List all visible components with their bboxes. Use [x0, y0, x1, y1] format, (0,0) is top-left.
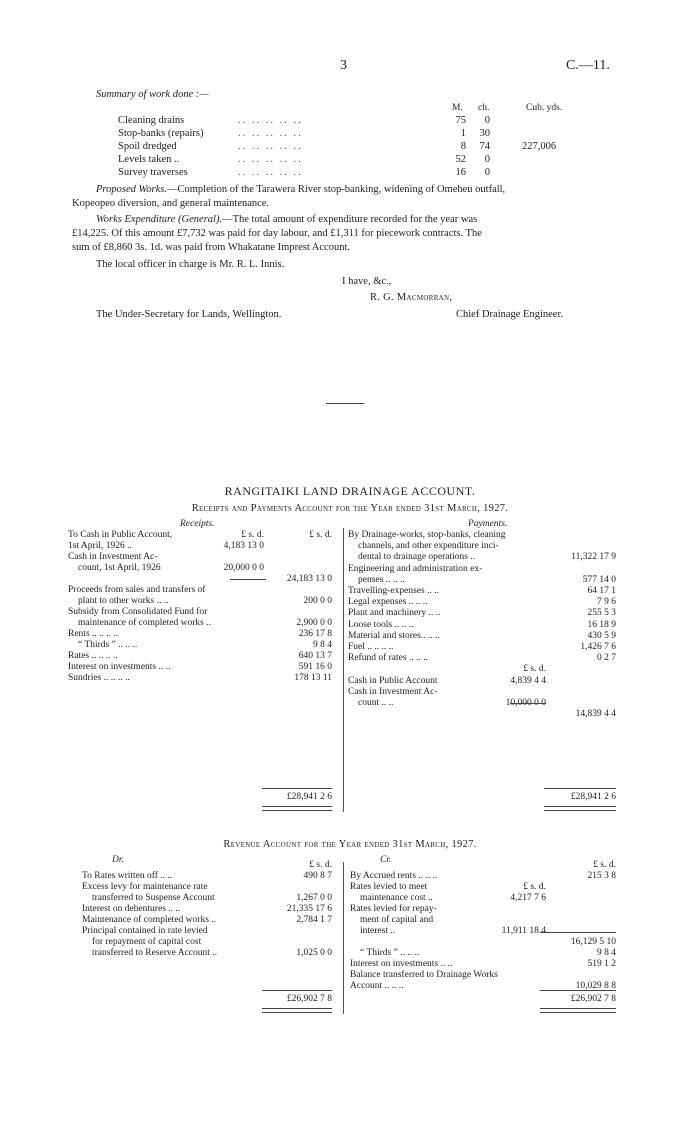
revenue-credit-line-text: Account .. .. .. — [350, 981, 404, 991]
revenue-debit-line-text: Excess levy for maintenance rate — [82, 882, 208, 892]
payments-line-text: Refund of rates .. .. .. — [348, 653, 428, 664]
rule-payments-total-bottom — [544, 806, 616, 811]
revenue-credit-line-amount: 9 8 4 — [597, 948, 616, 958]
summary-row-miles: 52 — [455, 154, 466, 165]
payments-line-text: Travelling-expenses .. .. — [348, 586, 439, 596]
receipts-line-subamount: 4,183 13 0 — [223, 541, 264, 551]
summary-row-label: Survey traverses — [118, 167, 188, 178]
section-divider — [326, 403, 364, 404]
revenue-credit-line-subamount: 11,911 18 4 — [501, 926, 546, 936]
summary-row-miles: 8 — [460, 141, 466, 152]
payments-line-text: Cash in Public Account — [348, 675, 438, 686]
receipts-line-text: To Cash in Public Account, — [68, 530, 173, 540]
revenue-credit-line-text: By Accrued rents .. .. .. — [350, 871, 438, 881]
revenue-debit-line-text: for repayment of capital cost — [92, 937, 202, 947]
rule-revenue-right-total-bottom — [540, 1008, 616, 1013]
revenue-debit-line-text: To Rates written off .. .. — [82, 871, 173, 881]
receipts-line-amount: 24,183 13 0 — [286, 574, 332, 584]
summary-row-chains: 0 — [484, 167, 490, 178]
revenue-debit-line-amount: 21,335 17 6 — [286, 904, 332, 914]
account-title: RANGITAIKI LAND DRAINAGE ACCOUNT. — [224, 484, 476, 498]
revenue-left-total: £26,902 7 8 — [286, 994, 332, 1004]
para-expenditure — [96, 214, 477, 225]
receipts-line-text: Rates .. .. .. .. — [68, 651, 118, 661]
summary-row-leader: .. .. .. .. .. — [238, 167, 303, 178]
revenue-right-total: £26,902 7 8 — [570, 994, 616, 1004]
revenue-debit-line-amount: 1,267 0 0 — [296, 893, 332, 903]
para-expenditure-line2: £14,225. Of this amount £7,732 was paid for day labour, and £1,311 for piecework contracts. The — [72, 228, 482, 239]
payments-line-text: Legal expenses .. .. .. — [348, 597, 428, 608]
revenue-debit-line-text: transferred to Reserve Account .. — [92, 948, 218, 958]
summary-row-label: Cleaning drains — [118, 115, 185, 126]
receipts-line-amount: 591 16 0 — [298, 662, 332, 672]
receipts-line-text: count, 1st April, 1926 — [78, 563, 161, 573]
rule-payments-cash — [510, 703, 546, 704]
col-m: M. — [452, 103, 463, 113]
revenue-debit-line-text: Maintenance of completed works .. — [82, 915, 217, 925]
revenue-dr: Dr. — [112, 855, 124, 865]
receipts-line-amount: 178 13 11 — [294, 673, 332, 683]
receipts-line-text: Proceeds from sales and transfers of — [68, 585, 206, 595]
revenue-debit-line-text: Principal contained in rate levied — [82, 926, 208, 936]
revenue-credit-line-text: Interest on investments .. .. — [350, 959, 453, 969]
revenue-title: Revenue Account for the Year ended 31st March, 1927. — [223, 839, 477, 850]
summary-row-label: Levels taken .. — [118, 154, 180, 165]
payments-line-text: Plant and machinery .. .. — [348, 608, 441, 619]
receipts-line-text: Sundries .. .. .. .. — [68, 673, 130, 683]
payments-heading: Payments. — [468, 519, 508, 529]
receipts-line-text: Cash in Investment Ac- — [68, 552, 158, 562]
revenue-cr: Cr. — [380, 855, 392, 865]
payments-line-amount: 14,839 4 4 — [575, 709, 616, 720]
payments-line-amount: 64 17 1 — [587, 586, 616, 596]
para-proposed-cont: Kopeopeo diversion, and general maintenance. — [72, 198, 270, 209]
receipts-line-text: maintenance of completed works .. — [78, 618, 211, 628]
payments-line-subamount: £ s. d. — [523, 664, 546, 675]
revenue-credit-line-text: interest .. — [360, 926, 396, 936]
receipts-line-text: “ Thirds ” .. .. .. — [78, 640, 138, 650]
summary-row-cubic-yards: 227,006 — [522, 141, 557, 152]
payments-line-text: Material and stores.. .. .. — [348, 630, 440, 641]
receipts-line-amount: £ s. d. — [309, 530, 332, 540]
rule-receipts-total-top — [262, 788, 332, 789]
rule-receipts-cash — [230, 579, 266, 580]
payments-line-amount: 0 2 7 — [597, 653, 616, 664]
summary-row-chains: 0 — [484, 154, 490, 165]
page-reference: C.—11. — [566, 58, 610, 73]
receipts-line-text: plant to other works .. .. — [78, 596, 169, 606]
revenue-credit-line-text: maintenance cost .. — [360, 893, 433, 903]
payments-line-text: By Drainage-works, stop-banks, cleaning — [348, 530, 506, 540]
rule-revenue-left-total-top — [262, 990, 332, 991]
receipts-heading: Receipts. — [180, 519, 215, 529]
revenue-credit-line-text: Balance transferred to Drainage Works — [350, 970, 498, 980]
revenue-credit-line-subamount: 4,217 7 6 — [510, 893, 546, 903]
signoff-have: I have, &c., — [342, 276, 392, 287]
para-proposed-head: Proposed Works. — [96, 184, 167, 195]
summary-row-chains: 74 — [479, 141, 490, 152]
revenue-credit-line-amount: 215 3 8 — [587, 871, 616, 881]
receipts-line-amount: 640 13 7 — [298, 651, 332, 661]
para-expenditure-text: —The total amount of expenditure recorded for the year was — [222, 214, 478, 225]
payments-line-text: penses .. .. .. — [358, 574, 405, 585]
payments-line-text: Fuel .. .. .. .. — [348, 642, 394, 652]
revenue-credit-line-text: Rates levied to meet — [350, 882, 428, 892]
payments-line-text: Engineering and administration ex- — [348, 563, 483, 574]
rule-revenue-left-total-bottom — [262, 1008, 332, 1013]
summary-row-miles: 16 — [455, 167, 466, 178]
receipts-line-text: Rents .. .. .. .. — [68, 629, 119, 639]
payments-line-text: Cash in Investment Ac- — [348, 686, 438, 697]
rule-receipts-total-bottom — [262, 806, 332, 811]
payments-line-amount: 577 14 0 — [582, 574, 616, 585]
payments-line-amount: 430 5 9 — [587, 630, 616, 641]
para-officer: The local officer in charge is Mr. R. L. Innis. — [96, 259, 285, 270]
revenue-debit-line-amount: 1,025 0 0 — [296, 948, 332, 958]
signoff-title: Chief Drainage Engineer. — [456, 309, 563, 320]
receipts-line-subamount: 20,000 0 0 — [223, 563, 264, 573]
para-proposed-text: —Completion of the Tarawera River stop-banking, widening of Omeheu outfall, — [166, 184, 506, 195]
summary-row-miles: 1 — [460, 128, 466, 139]
rule-revenue-right-total-top — [540, 990, 616, 991]
summary-row-label: Stop-banks (repairs) — [118, 128, 204, 139]
revenue-credit-line-amount: 16,129 5 10 — [570, 937, 616, 947]
revenue-debit-line-amount: 490 8 7 — [303, 871, 332, 881]
payments-line-amount: 11,322 17 9 — [571, 552, 616, 563]
receipts-line-amount: 236 17 8 — [298, 629, 332, 639]
receipts-line-text: 1st April, 1926 .. — [68, 541, 132, 551]
col-cub: Cub. yds. — [526, 103, 563, 113]
revenue-credit-line-text: “ Thirds ” .. .. .. — [360, 948, 420, 958]
revenue-divider — [343, 862, 344, 1014]
payments-line-text: count .. .. — [358, 698, 394, 708]
payments-line-amount: 255 5 3 — [587, 608, 616, 619]
revenue-credit-line-amount: 10,029 8 8 — [575, 981, 616, 991]
receipts-line-amount: 9 8 4 — [313, 640, 332, 650]
account-divider — [343, 528, 344, 812]
summary-row-leader: .. .. .. .. .. — [238, 154, 303, 165]
payments-line-subamount: 10,000 0 0 — [505, 698, 546, 708]
receipts-line-amount: 2,900 0 0 — [296, 618, 332, 628]
revenue-credit-line-amount: £ s. d. — [593, 860, 616, 870]
payments-line-amount: 1,426 7 6 — [580, 642, 616, 652]
revenue-credit-line-text: ment of capital and — [360, 915, 434, 925]
revenue-debit-line-amount: £ s. d. — [309, 860, 332, 870]
summary-row-label: Spoil dredged — [118, 141, 177, 152]
rule-payments-total-top — [544, 788, 616, 789]
summary-heading: Summary of work done :— — [96, 89, 209, 100]
receipts-payments-subtitle: Receipts and Payments Account for the Year ended 31st March, 1927. — [191, 503, 509, 514]
payments-line-text: dental to drainage operations .. — [358, 552, 476, 563]
summary-row-chains: 0 — [484, 115, 490, 126]
summary-row-leader: .. .. .. .. .. — [238, 115, 303, 126]
para-proposed — [96, 184, 505, 195]
revenue-credit-line-text: Rates levied for repay- — [350, 904, 437, 914]
revenue-debit-line-text: Interest on debentures .. .. — [82, 904, 181, 914]
signoff-addressee: The Under-Secretary for Lands, Wellington. — [96, 309, 282, 320]
receipts-line-subamount: £ s. d. — [241, 530, 264, 540]
receipts-line-text: Subsidy from Consolidated Fund for — [68, 607, 208, 617]
signoff-name: R. G. Macmorran, — [370, 292, 453, 303]
payments-line-amount: 7 9 6 — [597, 597, 616, 608]
para-expenditure-line3: sum of £8,860 3s. 1d. was paid from Whakatane Imprest Account. — [72, 242, 350, 253]
payments-total: £28,941 2 6 — [570, 792, 616, 802]
receipts-line-text: Interest on investments .. .. — [68, 662, 171, 672]
revenue-debit-line-amount: 2,784 1 7 — [296, 915, 332, 925]
payments-line-text: Loose tools .. .. .. — [348, 619, 414, 630]
rule-revenue-rates — [540, 932, 616, 933]
page-number: 3 — [340, 58, 347, 73]
revenue-debit-line-text: transferred to Suspense Account — [92, 893, 215, 903]
summary-row-miles: 75 — [455, 115, 466, 126]
payments-line-subamount: 4,839 4 4 — [510, 675, 546, 686]
revenue-credit-line-amount: 519 1 2 — [587, 959, 616, 969]
para-expenditure-head: Works Expenditure (General). — [96, 214, 223, 225]
payments-line-amount: 16 18 9 — [587, 619, 616, 630]
receipts-line-amount: 200 0 0 — [303, 596, 332, 606]
payments-line-text: channels, and other expenditure inci- — [358, 541, 499, 552]
summary-row-leader: .. .. .. .. .. — [238, 128, 303, 139]
col-ch: ch. — [478, 103, 490, 113]
summary-row-leader: .. .. .. .. .. — [238, 141, 303, 152]
receipts-total: £28,941 2 6 — [286, 792, 332, 802]
revenue-credit-line-subamount: £ s. d. — [523, 882, 546, 892]
summary-row-chains: 30 — [479, 128, 490, 139]
